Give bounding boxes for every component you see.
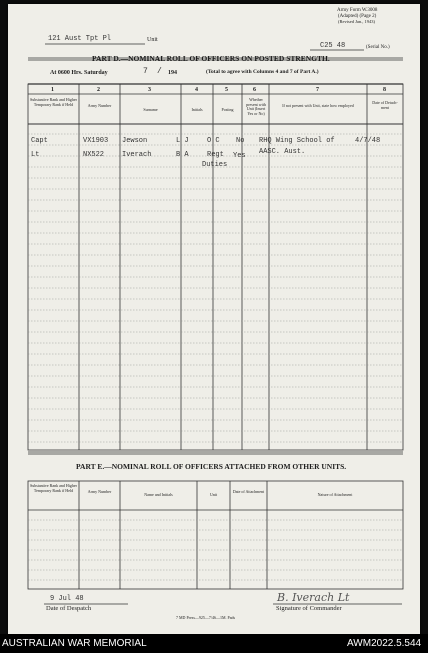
archive-name: AUSTRALIAN WAR MEMORIAL: [2, 638, 147, 649]
col-header-army-number: Army Number: [87, 103, 112, 108]
col-number: 1: [51, 87, 54, 93]
col-number: 5: [225, 87, 228, 93]
row1-initials: L J: [176, 137, 189, 145]
col-header-rank: Substantive Rank and Higher Temporary Rank if Held: [30, 97, 77, 107]
col-number: 4: [195, 87, 198, 93]
part-e-header-date: Date of Attachment: [232, 489, 265, 494]
part-e-header-name: Name and Initials: [144, 492, 173, 497]
part-e-header-number: Army Number: [87, 489, 112, 494]
archive-caption-bar: [0, 634, 428, 653]
row1-rank: Capt: [31, 137, 48, 145]
row2-present: Yes: [233, 152, 246, 160]
col-header-surname: Surname: [143, 107, 158, 112]
row2-posting: Regt: [207, 151, 224, 159]
row1-employed: RHQ Wing School of: [259, 137, 335, 145]
col-header-date: Date of Detach-ment: [372, 100, 398, 110]
revised-note: (Revised Jan., 1943): [338, 19, 375, 24]
col-number: 6: [253, 87, 256, 93]
serial-label: (Serial No.): [366, 45, 390, 50]
row1-number: VX1903: [83, 137, 109, 145]
row1-date: 4/7/48: [355, 137, 381, 145]
col-number: 7: [316, 87, 319, 93]
commander-signature: B. Iverach Lt: [277, 591, 350, 604]
adapted-note: (Adapted) (Page 2): [338, 14, 377, 19]
col-number: 3: [148, 87, 151, 93]
col-header-present: Whether present with Unit (Insert Yes or No): [246, 97, 266, 116]
row1-surname: Jewson: [122, 137, 148, 145]
col-number: 2: [97, 87, 100, 93]
row1-posting: O C: [207, 137, 220, 145]
part-e-header-unit: Unit: [209, 492, 218, 497]
row2-rank: Lt: [31, 151, 40, 159]
row2-number: NX522: [83, 151, 105, 159]
roll-month: /: [157, 67, 162, 76]
row2-initials: B A: [176, 151, 189, 159]
printer-imprint: 7 MD Press—925—7/46—1M. Pads: [176, 615, 236, 620]
row1-present: No: [236, 137, 245, 145]
row1-employed-cont: AASC. Aust.: [259, 148, 306, 156]
archive-reference: AWM2022.5.544: [347, 638, 422, 649]
row2-posting-cont: Duties: [202, 161, 228, 169]
part-e-header-nature: Nature of Attachment: [317, 492, 353, 497]
col-number: 8: [383, 87, 386, 93]
signature-label: Signature of Commander: [276, 605, 342, 612]
roll-day: 7: [143, 67, 148, 76]
col-header-posting: Posting: [221, 107, 234, 112]
total-note: (Total to agree with Columns 4 and 7 of Part A.): [206, 69, 319, 75]
serial-value: C25 48: [320, 42, 346, 50]
part-e-header-rank: Substantive Rank and Higher Temporary Rank if Held: [30, 483, 77, 493]
part-d-title: PART D.—NOMINAL ROLL OF OFFICERS ON POSTED STRENGTH.: [92, 54, 330, 63]
row2-surname: Iverach: [122, 151, 152, 159]
unit-label: Unit: [147, 37, 158, 43]
roll-year: 194: [168, 70, 177, 76]
despatch-date: 9 Jul 48: [50, 595, 84, 603]
col-header-initials: Initials: [191, 107, 203, 112]
despatch-label: Date of Despatch: [46, 605, 92, 612]
at-time-label: At 0600 Hrs. Saturday: [50, 70, 108, 76]
army-form-number: Army Form W.3008: [337, 8, 378, 13]
unit-value: 121 Aust Tpt Pl: [48, 35, 112, 43]
col-header-employed: If not present with Unit, state how employed: [282, 103, 354, 108]
part-e-title: PART E.—NOMINAL ROLL OF OFFICERS ATTACHED FROM OTHER UNITS.: [76, 462, 347, 471]
